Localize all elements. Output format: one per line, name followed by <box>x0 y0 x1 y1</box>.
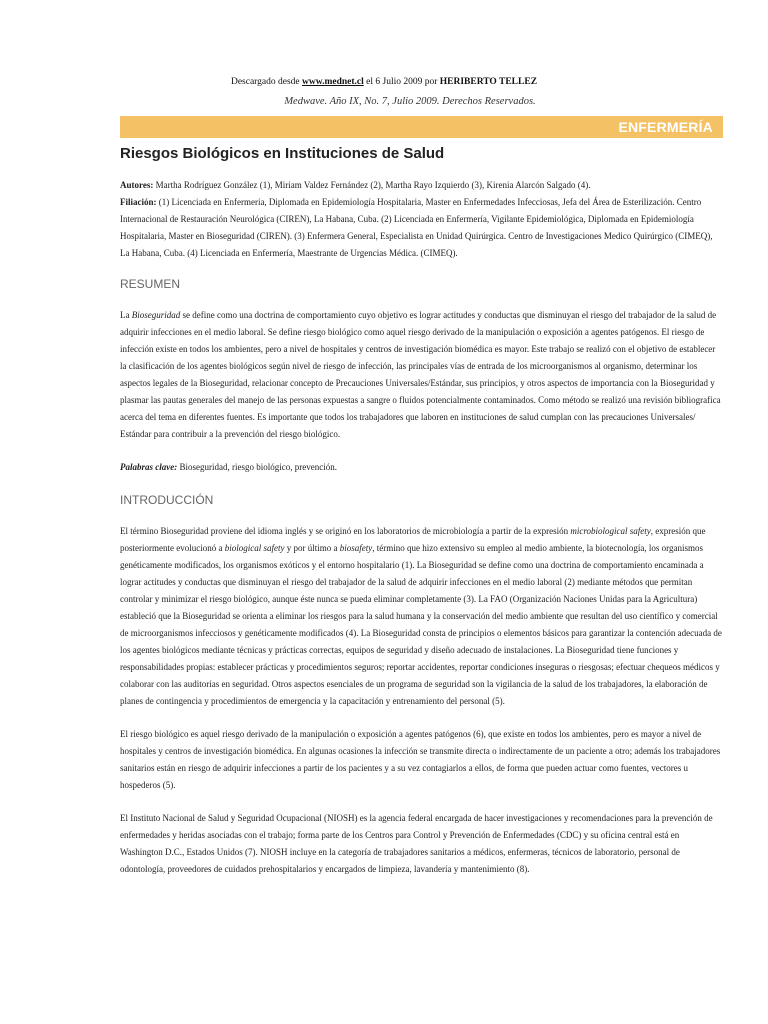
affiliation-label: Filiación: <box>120 197 157 207</box>
affiliation-paragraph <box>120 194 723 262</box>
resumen-paragraph <box>120 307 723 443</box>
intro-p1-text-d: , término que hizo extensivo su empleo al medio ambiente, la biotecnología, los organismos genéticamente modificados, los organismos exóticos y el entorno hospitalario (1). La Bioseguridad se define como una doctrina de comportamiento encaminada a lograr actitudes y conductas que disminuyan el riesgo del trabajador de la salud de adquirir infecciones en el medio laboral (2) mediante métodos que permitan controlar y minimizar el riesgo biológico, aunque éste nunca se pueda eliminar completamente (3). La FAO (Organización Naciones Unidas para la Agricultura) estableció que la Bioseguridad se orienta a eliminar los riesgos para la salud humana y la conservación del medio ambiente que resultan del uso científico y comercial de microorganismos infecciosos y genéticamente modificados (4). La Bioseguridad consta de principios o elementos básicos para garantizar la contención adecuada de los agentes biológicos mediante técnicas y prácticas correctas, equipos de seguridad y diseño adecuado de instalaciones. La Bioseguridad tiene funciones y responsabilidades propias: establecer prácticas y procedimientos seguros; reportar accidentes, reportar condiciones inseguras o riesgosas; efectuar chequeos médicos y colaborar con las auditorías en seguridad. Otros aspectos esenciales de un programa de seguridad son la vigilancia de la salud de los trabajadores, la elaboración de planes de contingencia y procedimientos de emergencia y la capacitación y entrenamiento del personal (5). <box>120 543 722 706</box>
intro-heading: INTRODUCCIÓN <box>120 493 214 507</box>
resumen-heading: RESUMEN <box>120 277 181 291</box>
intro-paragraph-2: El riesgo biológico es aquel riesgo derivado de la manipulación o exposición a agentes patógenos (6), que existe en todos los ambientes, pero es mayor a nivel de hospitales y centros de investigación biomédica. En algunas ocasiones la infección se transmite directa o indirectamente de un paciente a otro; además los trabajadores sanitarios están en riesgo de adquirir infecciones a partir de los pacientes y a su vez contagiarlos a ellos, de forma que pueden actuar como fuentes, vectores u hospederos (5). <box>120 729 721 790</box>
keywords-text: Bioseguridad, riesgo biológico, prevención. <box>179 462 337 472</box>
article-title: Riesgos Biológicos en Instituciones de Salud <box>120 145 445 162</box>
intro-paragraph-1 <box>120 523 723 710</box>
keywords-label: Palabras clave: <box>120 462 178 472</box>
affiliation-text: (1) Licenciada en Enfermería, Diplomada en Epidemiología Hospitalaria, Master en Enfermedades Infecciosas, Jefa del Área de Esterilización. Centro Internacional de Restauración Neurológica (CIREN), La Habana, Cuba. (2) Licenciada en Enfermería, Vigilante Epidemiológica, Diplomada en Epidemiología Hospitalaria, Master en Bioseguridad (CIREN). (3) Enfermera General, Especialista en Unidad Quirúrgica. Centro de Investigaciones Medico Quirúrgico (CIMEQ), La Habana, Cuba. (4) Licenciada en Enfermería, Maestrante de Urgencias Médica. (CIMEQ). <box>120 197 713 258</box>
journal-citation: Medwave. Año IX, No. 7, Julio 2009. Derechos Reservados. <box>284 96 536 107</box>
download-middle: el 6 Julio 2009 por <box>366 77 438 87</box>
keywords-paragraph <box>120 459 723 476</box>
intro-p1-em-3: biosafety <box>339 543 373 553</box>
intro-p1-text-b: , expresión que posteriormente evolucionó a <box>120 526 706 553</box>
intro-p1-text-a: El término Bioseguridad proviene del idioma inglés y se originó en los laboratorios de microbiología a partir de la expresión <box>120 526 569 536</box>
resumen-rest: se define como una doctrina de comportamiento cuyo objetivo es lograr actitudes y conductas que disminuyan el riesgo del trabajador de la salud de adquirir infecciones en el medio laboral. Se define riesgo biológico como aquel riesgo derivado de la manipulación o exposición a agentes patógenos. El riesgo de infección existe en todos los ambientes, pero a nivel de hospitales y centros de investigación biomédica es mayor. Este trabajo se realizó con el objetivo de establecer la clasificación de los agentes biológicos según nivel de riesgo de infección, las principales vías de entrada de los microorganismos al organismo, determinar los aspectos legales de la Bioseguridad, relacionar concepto de Precauciones Universales/Estándar, sus principios, y otros aspectos de importancia con la Bioseguridad y plasmar las pautas generales del manejo de las personas expuestas a sangre o fluidos potencialmente contaminados. Como método se realizó una revisión bibliografica acerca del tema en diferentes fuentes. Es importante que todos los trabajadores que laboren en instituciones de salud cumplan con las precauciones Universales/ Estándar para contribuir a la prevención del riesgo biológico. <box>120 310 721 439</box>
resumen-start: La <box>120 310 130 320</box>
section-label: ENFERMERÍA <box>618 119 713 135</box>
intro-paragraph-3: El Instituto Nacional de Salud y Seguridad Ocupacional (NIOSH) es la agencia federal encargada de hacer investigaciones y recomendaciones para la prevención de enfermedades y heridas asociadas con el trabajo; forma parte de los Centros para Control y Prevención de Enfermedades (CDC) y su oficina central está en Washington D.C., Estados Unidos (7). NIOSH incluye en la categoría de trabajadores sanitarios a médicos, enfermeras, técnicos de laboratorio, personal de odontología, proveedores de cuidados prehospitalarios y encargados de limpieza, lavandería y mantenimiento (8). <box>120 813 713 874</box>
intro-p1-text-c: y por último a <box>286 543 338 553</box>
download-user: HERIBERTO TELLEZ <box>439 77 538 87</box>
resumen-em: Bioseguridad <box>131 310 181 320</box>
download-site-link[interactable]: www.mednet.cl <box>302 77 364 87</box>
intro-p1-em-1: microbiological safety <box>570 526 651 536</box>
download-prefix: Descargado desde <box>230 77 300 87</box>
section-banner <box>120 116 723 138</box>
article-body <box>120 143 723 878</box>
authors-text: Martha Rodríguez González (1), Miriam Valdez Fernández (2), Martha Rayo Izquierdo (3), Kirenia Alarcón Salgado (4). <box>155 180 591 190</box>
authors-label: Autores: <box>120 180 154 190</box>
authors-line <box>120 177 723 194</box>
download-notice <box>0 77 768 87</box>
intro-p1-em-2: biological safety <box>224 543 285 553</box>
